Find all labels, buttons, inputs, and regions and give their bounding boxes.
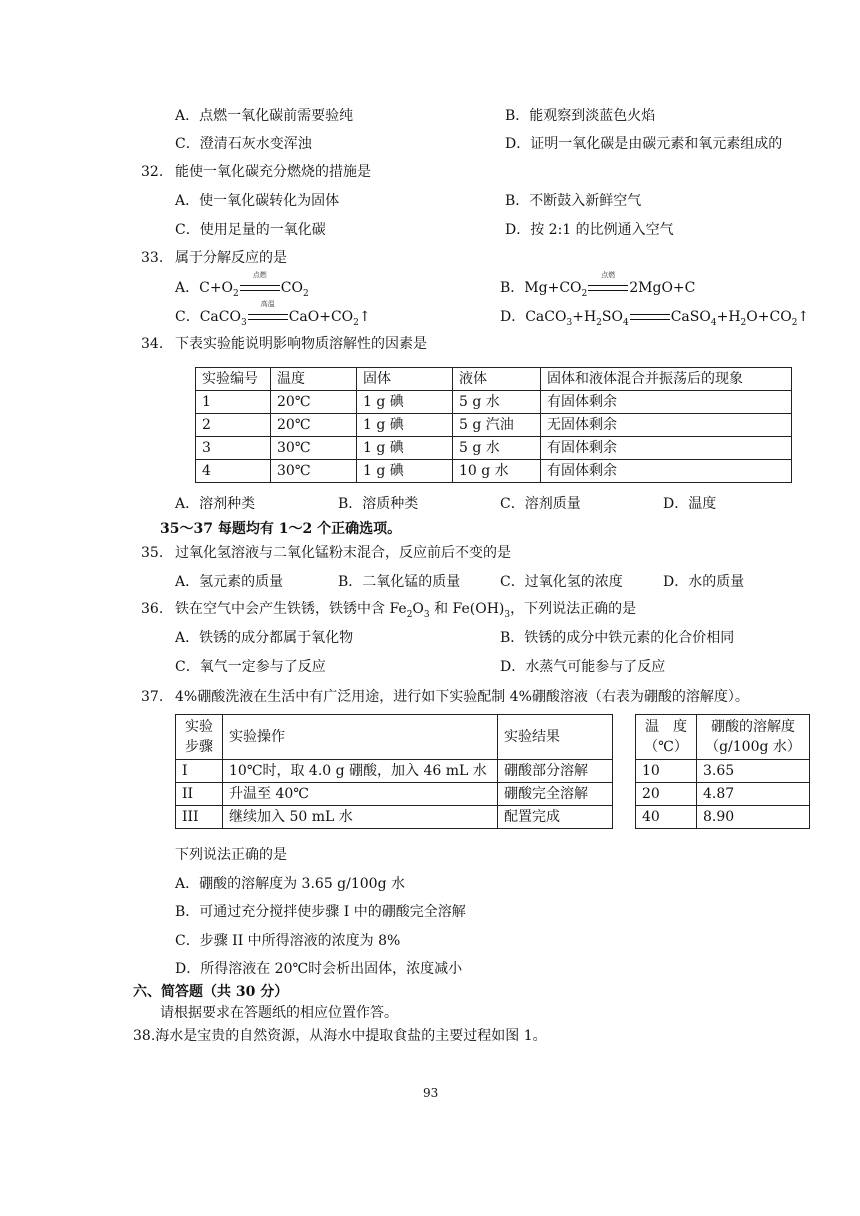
table-cell: 配置完成 <box>498 806 613 829</box>
table-row <box>176 806 613 829</box>
table-row <box>176 783 613 806</box>
table-row <box>176 760 613 783</box>
table-header-cell: 实验 步骤 <box>176 715 223 760</box>
table-row <box>196 437 792 460</box>
reaction-arrow: 高温 <box>247 307 289 327</box>
q34-number: 34. <box>141 336 164 352</box>
q34-option-b: B．溶质种类 <box>338 496 419 512</box>
table-cell: 升温至 40℃ <box>223 783 498 806</box>
q32-option-d: D．按 2:1 的比例通入空气 <box>505 222 674 238</box>
q34-stem: 下表实验能说明影响物质溶解性的因素是 <box>175 336 427 352</box>
q35-option-a: A．氢元素的质量 <box>175 574 284 590</box>
q37-stem: 4%硼酸洗液在生活中有广泛用途，进行如下实验配制 4%硼酸溶液（右表为硼酸的溶解度）。 <box>175 689 749 705</box>
q37-solubility-table <box>635 714 810 829</box>
table-cell: 30℃ <box>271 460 357 483</box>
q31-option-a: A．点燃一氧化碳前需要验纯 <box>175 108 354 124</box>
table-cell: I <box>176 760 223 783</box>
table-cell: 硼酸部分溶解 <box>498 760 613 783</box>
table-cell: 20 <box>636 783 697 806</box>
reaction-equals <box>630 314 670 320</box>
q35-option-d: D．水的质量 <box>663 574 745 590</box>
section-note: 35～37 每题均有 1～2 个正确选项。 <box>160 521 402 537</box>
table-header-cell: 液体 <box>453 368 541 391</box>
table-header-cell: 温 度 （℃） <box>636 715 697 760</box>
q31-option-b: B．能观察到淡蓝色火焰 <box>505 108 656 124</box>
q37-option-c: C．步骤 II 中所得溶液的浓度为 8% <box>175 933 401 949</box>
table-row <box>636 783 810 806</box>
q36-option-b: B．铁锈的成分中铁元素的化合价相同 <box>500 630 735 646</box>
table-header-cell: 实验编号 <box>196 368 271 391</box>
q32-option-b: B．不断鼓入新鲜空气 <box>505 193 642 209</box>
table-cell: 5 g 水 <box>453 437 541 460</box>
q37-option-a: A．硼酸的溶解度为 3.65 g/100g 水 <box>175 876 405 892</box>
q36-number: 36. <box>141 601 164 617</box>
q31-option-c: C．澄清石灰水变浑浊 <box>175 136 312 152</box>
q35-option-b: B．二氧化锰的质量 <box>338 574 461 590</box>
table-cell: 30℃ <box>271 437 357 460</box>
table-cell: 10℃时，取 4.0 g 硼酸，加入 46 mL 水 <box>223 760 498 783</box>
table-cell: 20℃ <box>271 391 357 414</box>
q34-option-a: A．溶剂种类 <box>175 496 256 512</box>
table-cell: 有固体剩余 <box>541 391 792 414</box>
section-title: 六、简答题（共 30 分） <box>133 984 289 1000</box>
table-cell: 10 g 水 <box>453 460 541 483</box>
q36-option-a: A．铁锈的成分都属于氧化物 <box>175 630 354 646</box>
table-row <box>636 806 810 829</box>
table-header-row <box>636 715 810 760</box>
q33-option-b: B．$Mg+CO_2$ 点燃 2MgO+C <box>500 271 696 299</box>
table-cell: 8.90 <box>697 806 810 829</box>
q37-option-b: B．可通过充分搅拌使步骤 I 中的硼酸完全溶解 <box>175 904 466 920</box>
q38-stem: 38.海水是宝贵的自然资源，从海水中提取食盐的主要过程如图 1。 <box>133 1028 547 1044</box>
table-cell: 有固体剩余 <box>541 460 792 483</box>
table-cell: 无固体剩余 <box>541 414 792 437</box>
table-cell: 1 g 碘 <box>357 437 453 460</box>
table-header-cell: 温度 <box>271 368 357 391</box>
q34-table <box>195 367 792 483</box>
table-cell: 4 <box>196 460 271 483</box>
table-cell: 20℃ <box>271 414 357 437</box>
q33-number: 33. <box>141 250 164 266</box>
table-cell: 3 <box>196 437 271 460</box>
table-cell: II <box>176 783 223 806</box>
q32-stem: 能使一氧化碳充分燃烧的措施是 <box>175 164 371 180</box>
reaction-arrow: 点燃 <box>239 278 281 298</box>
q37-experiment-table <box>175 714 613 829</box>
q36-option-c: C．氧气一定参与了反应 <box>175 659 326 675</box>
q31-option-d: D．证明一氧化碳是由碳元素和氧元素组成的 <box>505 136 783 152</box>
q37-sub-stem: 下列说法正确的是 <box>175 847 287 863</box>
q37-option-d: D．所得溶液在 20℃时会析出固体，浓度减小 <box>175 961 463 977</box>
table-header-cell: 固体和液体混合并振荡后的现象 <box>541 368 792 391</box>
q35-option-c: C．过氧化氢的浓度 <box>500 574 623 590</box>
table-row <box>196 391 792 414</box>
q34-option-d: D．温度 <box>663 496 717 512</box>
q33-stem: 属于分解反应的是 <box>175 250 287 266</box>
table-header-cell: 实验操作 <box>223 715 498 760</box>
table-cell: 5 g 水 <box>453 391 541 414</box>
table-cell: 5 g 汽油 <box>453 414 541 437</box>
table-cell: 10 <box>636 760 697 783</box>
q33-option-c: C．CaCO$_3$ 高温 $CaO+CO_2↑$ <box>175 300 371 328</box>
table-row <box>636 760 810 783</box>
table-cell: 40 <box>636 806 697 829</box>
section-note: 请根据要求在答题纸的相应位置作答。 <box>160 1005 398 1021</box>
table-cell: 2 <box>196 414 271 437</box>
table-header-cell: 硼酸的溶解度 （g/100g 水） <box>697 715 810 760</box>
q32-option-c: C．使用足量的一氧化碳 <box>175 222 326 238</box>
q33-option-d: D．$CaCO_3+H_2SO_4$ $CaSO_4+H_2O+CO_2↑$ <box>500 309 810 328</box>
table-cell: III <box>176 806 223 829</box>
q34-option-c: C．溶剂质量 <box>500 496 581 512</box>
table-cell: 有固体剩余 <box>541 437 792 460</box>
page-number: 93 <box>423 1086 439 1100</box>
table-header-cell: 实验结果 <box>498 715 613 760</box>
table-header-row <box>176 715 613 760</box>
table-cell: 硼酸完全溶解 <box>498 783 613 806</box>
q36-option-d: D．水蒸气可能参与了反应 <box>500 659 666 675</box>
table-header-cell: 固体 <box>357 368 453 391</box>
q32-number: 32. <box>141 164 164 180</box>
q35-number: 35. <box>141 545 164 561</box>
table-cell: 1 g 碘 <box>357 414 453 437</box>
table-cell: 3.65 <box>697 760 810 783</box>
q35-stem: 过氧化氢溶液与二氧化锰粉末混合，反应前后不变的是 <box>175 545 511 561</box>
table-cell: 4.87 <box>697 783 810 806</box>
table-cell: 1 g 碘 <box>357 460 453 483</box>
q32-option-a: A．使一氧化碳转化为固体 <box>175 193 340 209</box>
table-cell: 继续加入 50 mL 水 <box>223 806 498 829</box>
table-header-row <box>196 368 792 391</box>
table-row <box>196 460 792 483</box>
q37-number: 37. <box>141 689 164 705</box>
q36-stem: 铁在空气中会产生铁锈，铁锈中含 $Fe_2O_3$ 和 $Fe(OH)_3$，下列说法正确的是 <box>175 601 637 620</box>
table-cell: 1 <box>196 391 271 414</box>
q33-option-a: A．$C+O_2$ 点燃 $CO_2$ <box>175 271 309 299</box>
table-row <box>196 414 792 437</box>
table-cell: 1 g 碘 <box>357 391 453 414</box>
reaction-arrow: 点燃 <box>587 278 629 298</box>
